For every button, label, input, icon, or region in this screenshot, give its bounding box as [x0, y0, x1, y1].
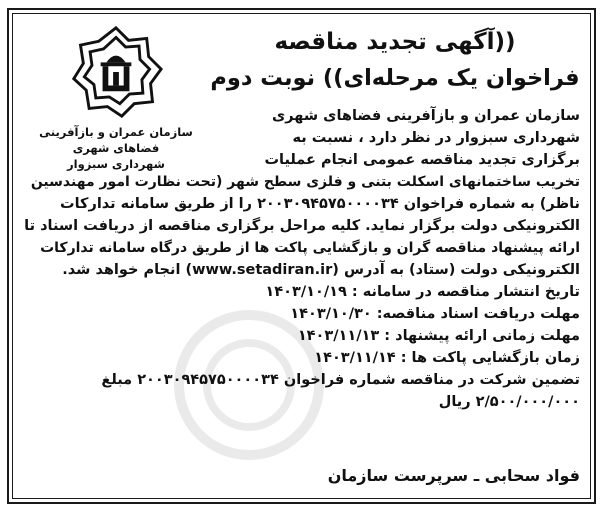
- intro-line: شهرداری سبزوار در نظر دارد ، نسبت به: [292, 130, 580, 146]
- org-name: سازمان عمران و بازآفرینی فضاهای شهری: [39, 125, 193, 155]
- body-line: الکترونیکی دولت (ستاد) به آدرس (www.setadiran.ir) انجام خواهد شد.: [62, 262, 580, 278]
- intro-line: برگزاری تجدید مناقصه عمومی انجام عملیات: [264, 152, 580, 168]
- municipality-emblem-icon: [68, 24, 164, 120]
- body-line: ناظر) به شماره فراخوان ۲۰۰۳۰۹۴۵۷۵۰۰۰۰۳۴ را از طریق سامانه تدارکات: [60, 196, 580, 212]
- org-city: شهرداری سبزوار: [67, 157, 165, 171]
- signature: فواد سحابی ـ سرپرست سازمان: [327, 466, 580, 485]
- logo-block: [21, 24, 211, 171]
- document-deadline: مهلت دریافت اسناد مناقصه: ۱۴۰۳/۱۰/۳۰: [290, 306, 580, 322]
- publish-date: تاریخ انتشار مناقصه در سامانه : ۱۴۰۳/۱۰/۱۹: [265, 284, 580, 300]
- opening-date: زمان بازگشایی پاکت ها : ۱۴۰۳/۱۱/۱۴: [314, 350, 580, 366]
- proposal-deadline: مهلت زمانی ارائه پیشنهاد : ۱۴۰۳/۱۱/۱۳: [297, 328, 580, 344]
- body-line: تخریب ساختمانهای اسکلت بتنی و فلزی سطح شهر (تحت نظارت امور مهندسین: [30, 174, 580, 190]
- title-line-2: فراخوان یک مرحله‌ای)) نوبت دوم: [210, 65, 580, 91]
- body-line: ارائه پیشنهاد مناقصه گران و بازگشایی پاکت ها از طریق درگاه سامانه تدارکات: [40, 240, 580, 256]
- body-paragraph: [23, 171, 580, 413]
- guarantee-line: تضمین شرکت در مناقصه شماره فراخوان ۲۰۰۳۰۹۴۵۷۵۰۰۰۰۳۴ مبلغ: [101, 372, 580, 388]
- intro-line: سازمان عمران و بازآفرینی فضاهای شهری: [271, 108, 580, 124]
- notice-frame: [7, 8, 596, 504]
- notice-title: [210, 24, 580, 96]
- body-line: الکترونیکی دولت برگزار نماید. کلیه مراحل برگزاری مناقصه از دریافت اسناد تا: [24, 218, 580, 234]
- intro-paragraph: [195, 105, 580, 171]
- title-line-1: ((آگهی تجدید مناقصه: [274, 29, 516, 55]
- guarantee-amount: ۲/۵۰۰/۰۰۰/۰۰۰ ریال: [438, 394, 580, 410]
